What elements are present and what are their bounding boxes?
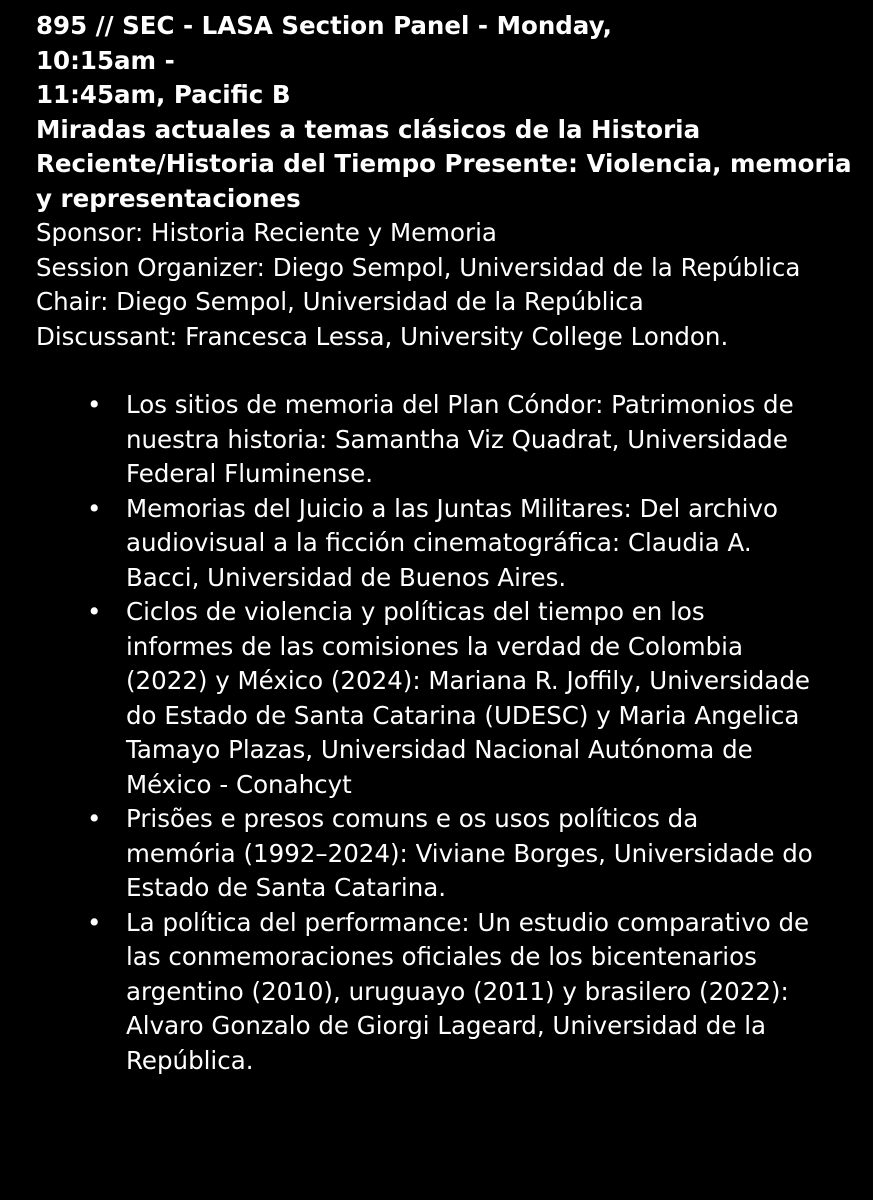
- chair-line: Chair: Diego Sempol, Universidad de la República: [36, 287, 644, 316]
- bullet-icon: •: [87, 390, 102, 419]
- list-item: [36, 492, 853, 596]
- sponsor-line: Sponsor: Historia Reciente y Memoria: [36, 218, 497, 247]
- session-room-line: 11:45am, Pacific B: [36, 80, 291, 109]
- papers-list: [36, 388, 853, 1078]
- session-title: Miradas actuales a temas clásicos de la Historia Reciente/Historia del Tiempo Presente: Violencia, memoria y representaciones: [36, 114, 852, 213]
- list-item: [36, 388, 853, 492]
- paper-text: Los sitios de memoria del Plan Cóndor: Patrimonios de nuestra historia: Samantha Viz Quadrat, Universidade Federal Fluminense.: [126, 390, 794, 488]
- paper-text: Memorias del Juicio a las Juntas Militares: Del archivo audiovisual a la ficción cinematográfica: Claudia A. Bacci, Universidad de Buenos Aires.: [126, 493, 778, 592]
- paper-text: La política del performance: Un estudio comparativo de las conmemoraciones oficiales de los bicentenarios argentino (2010), uruguayo (2011) y brasilero (2022): Alvaro Gonzalo de Giorgi Lageard, Universidad de la República.: [126, 907, 810, 1075]
- list-item: [36, 595, 853, 802]
- bullet-icon: •: [87, 907, 102, 937]
- session-meta: [36, 216, 853, 354]
- list-item: [36, 802, 853, 906]
- paper-text: Prisões e presos comuns e os usos políticos da memória (1992–2024): Viviane Borges, Universidade do Estado de Santa Catarina.: [126, 804, 813, 902]
- bullet-icon: •: [87, 804, 102, 833]
- discussant-line: Discussant: Francesca Lessa, University College London.: [36, 321, 729, 351]
- list-item: [36, 906, 853, 1079]
- session-time-line: 10:15am -: [36, 45, 175, 75]
- session-header: [36, 9, 853, 216]
- bullet-icon: •: [87, 493, 102, 523]
- session-number-line: 895 // SEC - LASA Section Panel - Monday,: [36, 11, 612, 40]
- bullet-icon: •: [87, 597, 102, 626]
- paper-text: Ciclos de violencia y políticas del tiempo en los informes de las comisiones la verdad de Colombia (2022) y México (2024): Mariana R. Joffily, Universidade do Estado de Santa Catarina (UDESC) y Maria Angelica Tamayo Plazas, Universidad Nacional Autónoma de México - Conahcyt: [126, 597, 810, 799]
- organizer-line: Session Organizer: Diego Sempol, Universidad de la República: [36, 252, 801, 282]
